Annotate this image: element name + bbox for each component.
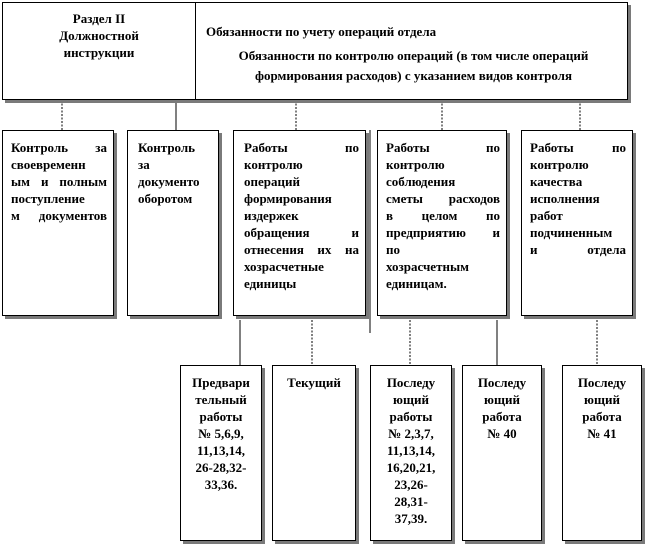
control-type-box-4-text: Последу ющий работа № 40 [477, 375, 527, 441]
control-box-1-text: Контроль за своевременн ым и полным поступление м документов [11, 140, 107, 223]
control-box-4 [377, 130, 507, 316]
header-section-box [2, 2, 196, 100]
control-box-2-text: Контроль за документо оборотом [138, 140, 200, 206]
control-type-box-4 [462, 365, 542, 541]
control-type-box-5-text: Последу ющий работа № 41 [577, 375, 627, 441]
control-box-2 [127, 130, 219, 316]
control-type-box-2 [272, 365, 356, 541]
header-duties-box [195, 2, 628, 100]
control-type-box-1-text: Предвари тельный работы № 5,6,9, 11,13,14, 26-28,32- 33,36. [192, 375, 250, 492]
control-type-box-1 [180, 365, 262, 541]
control-box-1 [2, 130, 114, 316]
control-type-box-5 [562, 365, 642, 541]
control-type-box-3-text: Последу ющий работы № 2,3,7, 11,13,14, 16,20,21, 23,26- 28,31- 37,39. [386, 375, 436, 526]
control-box-5 [521, 130, 633, 316]
control-box-5-text: Работы по контролю качества исполнения работ подчиненным и отдела [530, 140, 626, 257]
section-title: Раздел II Должностной инструкции [59, 11, 139, 60]
control-type-box-3 [370, 365, 452, 541]
control-type-box-2-text: Текущий [287, 375, 341, 390]
control-box-3-text: Работы по контролю операций формирования издержек обращения и отнесения их на хозрасчетные единицы [244, 140, 359, 291]
control-box-4-text: Работы по контролю соблюдения сметы расходов в целом по предприятию и по хозрасчетным единицам. [386, 140, 500, 291]
duty-control-text: Обязанности по контролю операций (в том числе операций формирования расходов) с указанием видов контроля [238, 48, 589, 83]
duty-accounting-text: Обязанности по учету операций отдела [206, 24, 437, 39]
control-box-3 [233, 130, 366, 316]
